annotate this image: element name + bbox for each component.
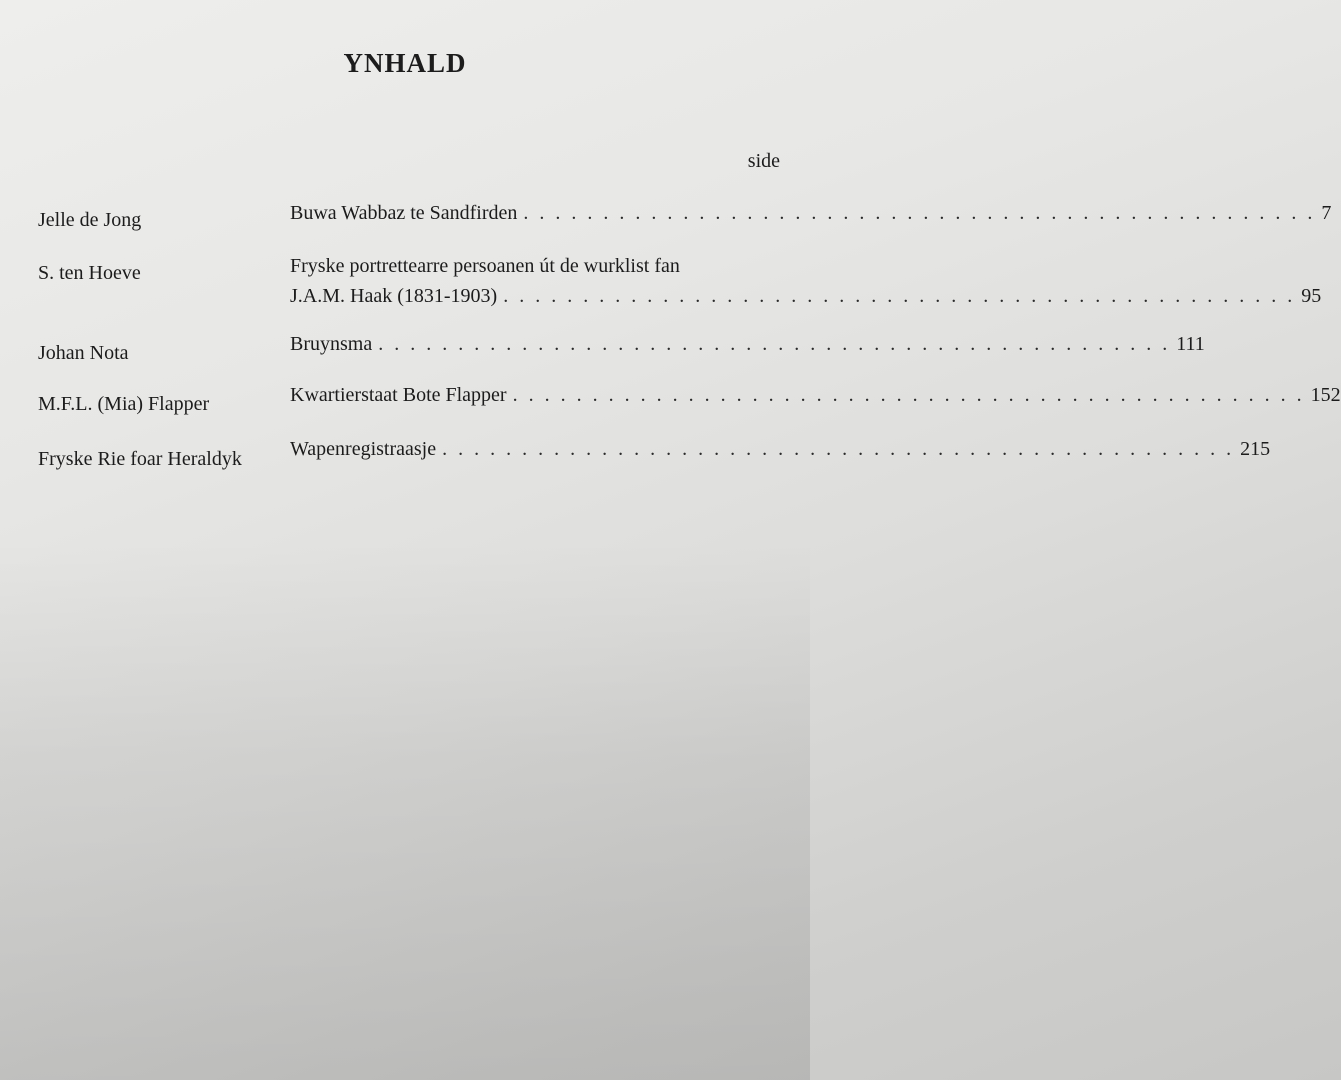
toc-entry-title: Kwartierstaat Bote Flapper [290, 384, 507, 406]
dot-leader: . . . . . . . . . . . . . . . . . . . . . . . . . . . . . . . . . . . . . . . . . . . . . . . . . . [523, 202, 1316, 224]
toc-author: M.F.L. (Mia) Flapper [38, 393, 210, 415]
toc-page-number: 111 [1176, 333, 1205, 355]
toc-entry [290, 438, 1271, 468]
toc-page-number: 95 [1301, 285, 1322, 307]
dot-leader: . . . . . . . . . . . . . . . . . . . . . . . . . . . . . . . . . . . . . . . . . . . . . . . . . . [512, 384, 1305, 406]
toc-entry-title: Bruynsma [290, 333, 373, 355]
dot-leader: . . . . . . . . . . . . . . . . . . . . . . . . . . . . . . . . . . . . . . . . . . . . . . . . . . [378, 333, 1171, 355]
toc-author: Fryske Rie foar Heraldyk [38, 448, 242, 470]
toc-entry-line [290, 384, 1341, 414]
page-column-label: side [747, 150, 780, 172]
toc-entry-line [290, 255, 785, 285]
toc-author: Jelle de Jong [38, 209, 142, 231]
toc-author: S. ten Hoeve [38, 262, 141, 284]
toc-entry-line [290, 202, 1332, 232]
toc-entry [290, 333, 1205, 363]
toc-entry-title: Fryske portrettearre persoanen út de wurklist fan [290, 255, 680, 277]
toc-entry-line [290, 285, 1322, 315]
toc-entry [290, 202, 1332, 232]
toc-page-number: 215 [1240, 438, 1271, 460]
dot-leader: . . . . . . . . . . . . . . . . . . . . . . . . . . . . . . . . . . . . . . . . . . . . . . . . . . [442, 438, 1235, 460]
toc-author: Johan Nota [38, 342, 129, 364]
toc-entry-title-continued: J.A.M. Haak (1831-1903) [290, 285, 498, 307]
toc-entry-title: Buwa Wabbaz te Sandfirden [290, 202, 518, 224]
toc-page-number: 152 [1310, 384, 1341, 406]
dot-leader: . . . . . . . . . . . . . . . . . . . . . . . . . . . . . . . . . . . . . . . . . . . . . . . . . . [503, 285, 1296, 307]
toc-entry [290, 384, 1341, 414]
toc-entry-title: Wapenregistraasje [290, 438, 437, 460]
toc-page-number: 7 [1321, 202, 1332, 224]
toc-entry-line [290, 438, 1271, 468]
toc-entry [290, 255, 1322, 315]
toc-entry-line [290, 333, 1205, 363]
page-title: YNHALD [343, 48, 467, 78]
page-shadow [0, 540, 810, 1080]
